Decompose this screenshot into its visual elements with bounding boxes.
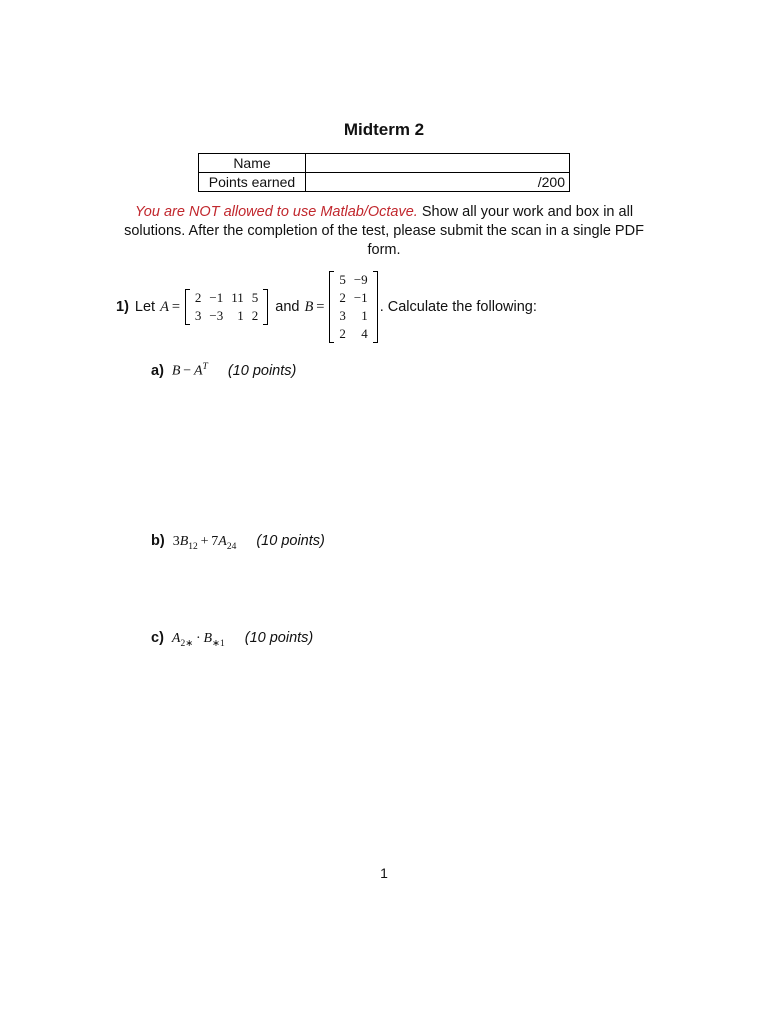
question-1 — [116, 268, 537, 346]
matrix-b-cell: 2 — [339, 326, 346, 341]
part-c-label: c) — [151, 630, 164, 646]
matrix-b-cell: 5 — [339, 272, 346, 287]
equals-sign-a: = — [168, 298, 183, 315]
part-b-label: b) — [151, 533, 165, 549]
matrix-a-name: A — [160, 298, 169, 315]
page-number: 1 — [380, 865, 388, 881]
matrix-a-cell: 1 — [237, 308, 244, 323]
part-b-points: (10 points) — [256, 533, 325, 549]
matrix-a-cell: 2 — [194, 290, 202, 305]
matrix-a-cell: −1 — [209, 290, 224, 305]
and-word: and — [275, 299, 300, 315]
instructions — [108, 203, 660, 260]
points-total: /200 — [306, 173, 570, 192]
part-b-expression: $3B_{12} + 7A_{24}$ — [172, 534, 237, 552]
matrix-b-cell: 2 — [339, 290, 346, 305]
name-field — [306, 154, 570, 173]
matrix-a-cell: 2 — [251, 308, 259, 323]
part-a — [151, 362, 296, 380]
matrix-b-cell: −9 — [353, 272, 368, 287]
matrix-b-cell: 3 — [339, 308, 346, 323]
matrix-a-cell: 3 — [194, 308, 202, 323]
instructions-text: Show all your work and box in all solutions. After the completion of the test, please submit the scan in a single PDF form. — [124, 204, 644, 258]
matrix-b-cell: −1 — [353, 290, 368, 305]
question-suffix: . Calculate the following: — [379, 299, 537, 315]
part-b — [151, 533, 325, 552]
matrix-a-cell: 11 — [231, 290, 244, 305]
matrix-b-name: B — [304, 298, 314, 315]
page-title: Midterm 2 — [343, 120, 425, 139]
question-number: 1) — [116, 299, 129, 315]
part-c-expression: $A_{2∗} \cdot B_{∗1}$ — [171, 631, 225, 649]
matrix-a-cell: 5 — [251, 290, 259, 305]
points-row — [199, 173, 570, 192]
part-c-points: (10 points) — [244, 630, 314, 646]
instructions-warning: You are NOT allowed to use Matlab/Octave. — [134, 204, 418, 220]
matrix-a — [185, 289, 268, 325]
part-a-points: (10 points) — [227, 362, 297, 379]
matrix-b — [329, 271, 377, 343]
part-a-expression: $B - A^T$ — [171, 362, 208, 379]
part-a-label: a) — [151, 362, 164, 379]
name-row — [199, 154, 570, 173]
matrix-b-cell: 1 — [361, 308, 368, 323]
info-table — [198, 153, 570, 192]
name-label: Name — [199, 154, 306, 173]
let-word: Let — [134, 299, 156, 315]
points-label: Points earned — [199, 173, 306, 192]
part-c — [151, 630, 313, 649]
equals-sign-b: = — [313, 298, 328, 315]
matrix-b-cell: 4 — [361, 326, 368, 341]
matrix-a-cell: −3 — [209, 308, 224, 323]
